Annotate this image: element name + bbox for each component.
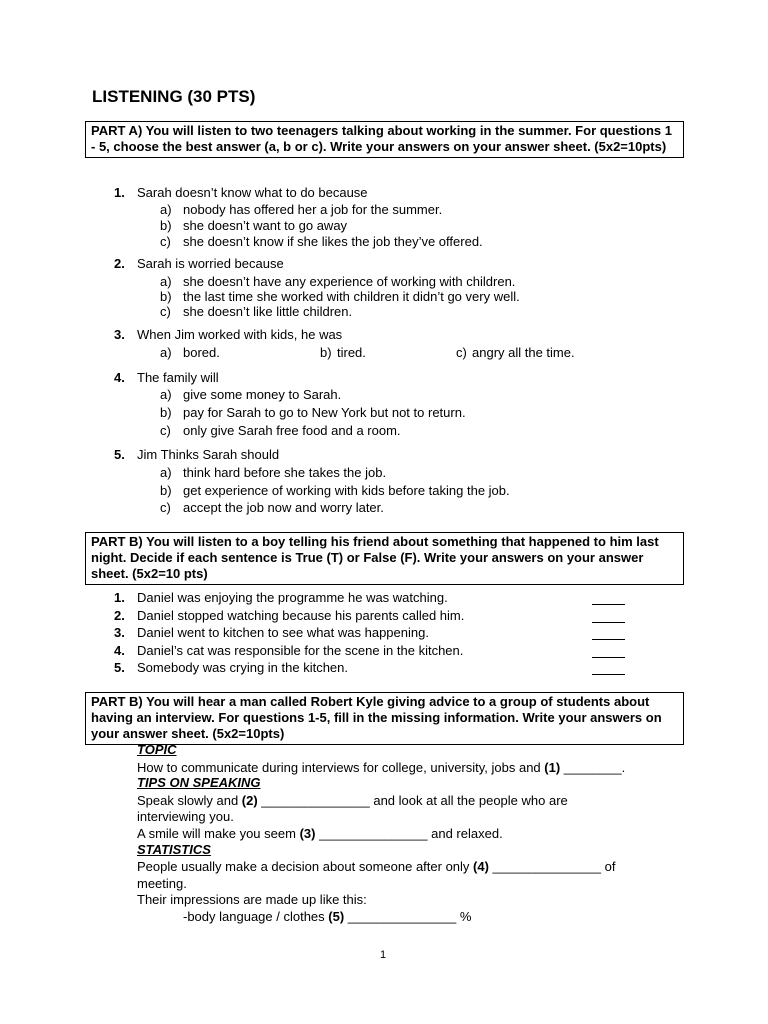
question-number: 2. — [114, 256, 125, 271]
stats-line-4: -body language / clothes (5) _______________ % — [183, 909, 472, 924]
option-text: she doesn’t have any experience of working with children. — [183, 274, 516, 289]
stats-line-3: Their impressions are made up like this: — [137, 892, 367, 907]
option-text: tired. — [337, 345, 366, 360]
answer-blank — [592, 656, 625, 658]
stats-line-1: People usually make a decision about someone after only (4) _______________ of — [137, 859, 616, 874]
option-text: she doesn’t want to go away — [183, 218, 348, 233]
part-b-instructions: PART B) You will listen to a boy telling his friend about something that happened to him last night. Decide if each sentence is True (T) or False (F). Write your answers on your answer sheet. (5x2=10 pts) — [85, 532, 684, 585]
option-letter: a) — [160, 345, 172, 360]
option-text: get experience of working with kids before taking the job. — [183, 483, 510, 498]
item-text: Daniel went to kitchen to see what was happening. — [137, 625, 429, 640]
option-letter: c) — [160, 304, 171, 319]
topic-header: TOPIC — [137, 742, 177, 757]
question-number: 5. — [114, 447, 125, 462]
option-letter: b) — [160, 483, 172, 498]
page-title: LISTENING (30 PTS) — [92, 87, 256, 106]
option-letter: a) — [160, 387, 172, 402]
option-text: bored. — [183, 345, 220, 360]
option-letter: b) — [160, 289, 172, 304]
item-number: 5. — [114, 660, 125, 675]
option-text: accept the job now and worry later. — [183, 500, 384, 515]
part-a-instructions: PART A) You will listen to two teenagers talking about working in the summer. For questions 1 - 5, choose the best answer (a, b or c). Write your answers on your answer sheet. (5x2=10pts) — [85, 121, 684, 158]
answer-blank — [592, 673, 625, 675]
tips-line-2: interviewing you. — [137, 809, 234, 824]
option-text: she doesn’t know if she likes the job they’ve offered. — [183, 234, 483, 249]
item-number: 2. — [114, 608, 125, 623]
answer-blank — [592, 603, 625, 605]
answer-blank — [592, 638, 625, 640]
option-letter: a) — [160, 465, 172, 480]
topic-line: How to communicate during interviews for college, university, jobs and (1) ________. — [137, 760, 626, 775]
question-number: 3. — [114, 327, 125, 342]
question-number: 1. — [114, 185, 125, 200]
question-text: The family will — [137, 370, 219, 385]
question-text: Jim Thinks Sarah should — [137, 447, 280, 462]
option-text: angry all the time. — [472, 345, 575, 360]
question-number: 4. — [114, 370, 125, 385]
option-text: she doesn’t like little children. — [183, 304, 353, 319]
stats-line-2: meeting. — [137, 876, 187, 891]
tips-line-3: A smile will make you seem (3) _______________ and relaxed. — [137, 826, 503, 841]
stats-header: STATISTICS — [137, 842, 211, 857]
item-text: Daniel stopped watching because his parents called him. — [137, 608, 465, 623]
part-c-instructions: PART B) You will hear a man called Robert Kyle giving advice to a group of students about having an interview. For questions 1-5, fill in the missing information. Write your answers on your answer sheet. (5x2=10pts) — [85, 692, 684, 745]
option-text: think hard before she takes the job. — [183, 465, 387, 480]
question-text: Sarah is worried because — [137, 256, 284, 271]
option-text: give some money to Sarah. — [183, 387, 342, 402]
option-letter: b) — [160, 405, 172, 420]
option-letter: b) — [160, 218, 172, 233]
option-letter: b) — [320, 345, 332, 360]
option-text: pay for Sarah to go to New York but not to return. — [183, 405, 466, 420]
item-number: 4. — [114, 643, 125, 658]
item-number: 3. — [114, 625, 125, 640]
option-letter: c) — [456, 345, 467, 360]
option-text: nobody has offered her a job for the summer. — [183, 202, 443, 217]
option-letter: c) — [160, 423, 171, 438]
option-letter: c) — [160, 234, 171, 249]
option-letter: a) — [160, 274, 172, 289]
option-letter: a) — [160, 202, 172, 217]
option-text: the last time she worked with children it didn’t go very well. — [183, 289, 520, 304]
item-text: Daniel’s cat was responsible for the scene in the kitchen. — [137, 643, 464, 658]
question-text: Sarah doesn’t know what to do because — [137, 185, 368, 200]
tips-line-1: Speak slowly and (2) _______________ and look at all the people who are — [137, 793, 568, 808]
tips-header: TIPS ON SPEAKING — [137, 775, 261, 790]
question-text: When Jim worked with kids, he was — [137, 327, 343, 342]
item-text: Somebody was crying in the kitchen. — [137, 660, 348, 675]
answer-blank — [592, 621, 625, 623]
item-text: Daniel was enjoying the programme he was watching. — [137, 590, 448, 605]
option-letter: c) — [160, 500, 171, 515]
item-number: 1. — [114, 590, 125, 605]
option-text: only give Sarah free food and a room. — [183, 423, 401, 438]
page-number: 1 — [380, 949, 387, 961]
